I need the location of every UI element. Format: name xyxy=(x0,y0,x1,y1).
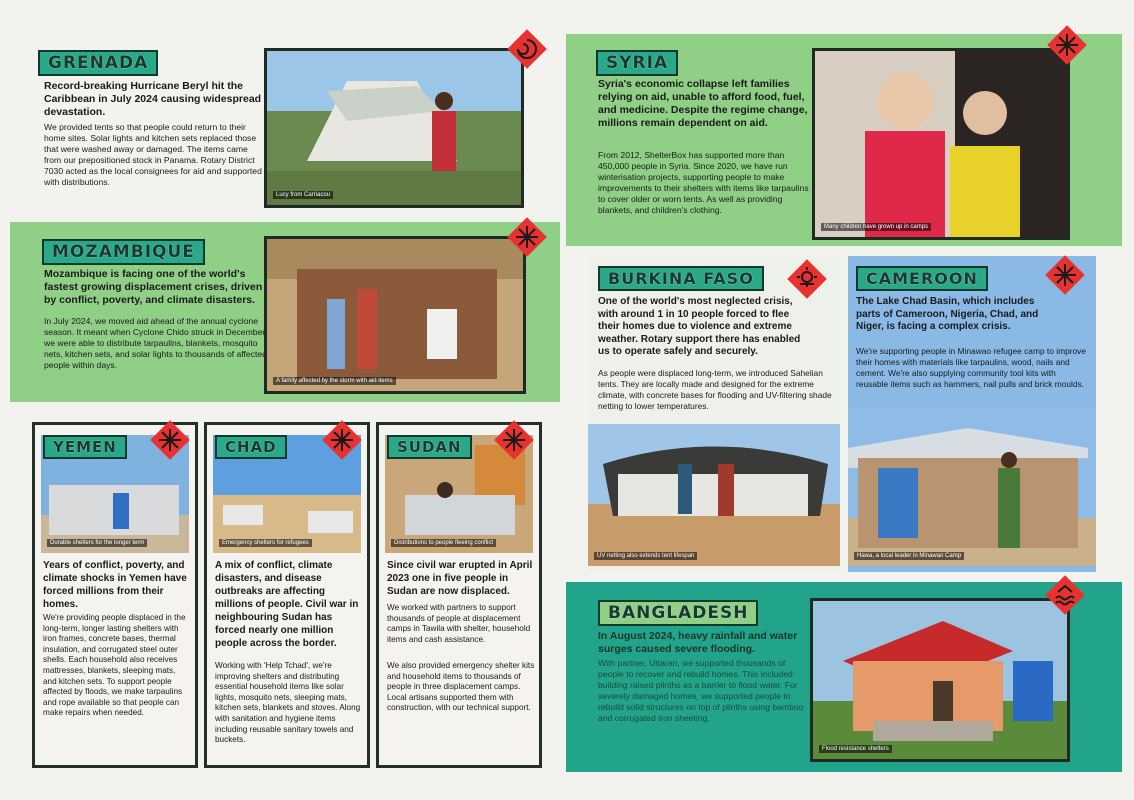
bangladesh-section xyxy=(566,582,1122,772)
heat-icon xyxy=(786,258,828,300)
chad-body: Working with 'Help Tchad', we're improving shelters and distributing essential household items like solar lights, mosquito nets, sleeping mats, kitchen sets, blankets and stoves. Along with sanitation and hygiene items including reusable sanitary towels and buckets. xyxy=(215,661,361,745)
syria-photo xyxy=(812,48,1070,240)
syria-body: From 2012, ShelterBox has supported more than 450,000 people in Syria. Since 2020, we have run winterisation projects, supporting people to make improvements to their shelters with items like tarpaulins to cover older or worn tents. As well as providing blankets, and children's clothing. xyxy=(598,150,809,215)
mozambique-lead: Mozambique is facing one of the world's fastest growing displacement crises, driven by conflict, poverty, and climate disasters. xyxy=(44,268,263,306)
sudan-body-2: We also provided emergency shelter kits and household items to thousands of people in three displacement camps. Local artisans supported them with construction, with our technical support. xyxy=(387,661,535,713)
bangladesh-lead: In August 2024, heavy rainfall and water surges caused severe flooding. xyxy=(598,630,798,655)
bangladesh-photo xyxy=(810,598,1070,762)
yemen-card xyxy=(32,422,198,768)
yemen-body: We're providing people displaced in the long-term, longer lasting shelters with iron frames, concrete bases, thermal insulation, and corrugated steel outer shells. Each household also receives mattresses, blankets, sleeping mats, and kitchen sets. To support people affected by floods, we make tarpaulins and rope available so that people can make repairs when needed. xyxy=(43,613,186,718)
burkina-body: As people were displaced long-term, we introduced Sahelian tents. They are locally made and designed for the extreme climate, with concrete bases for flooding and UV-filtering shade netting to lower temperatures. xyxy=(598,368,832,411)
syria-caption: Many children have grown up in camps xyxy=(821,223,931,231)
conflict-icon xyxy=(506,216,548,258)
sudan-card xyxy=(376,422,542,768)
chad-lead: A mix of conflict, climate disasters, and disease outbreaks are affecting millions of people. Civil war in neighbouring Sudan has forced nearly one million people across the border. xyxy=(215,560,359,649)
conflict-icon xyxy=(1044,254,1086,296)
mozambique-caption: A family affected by the storm with aid items xyxy=(273,377,396,385)
grenada-lead: Record-breaking Hurricane Beryl hit the Caribbean in July 2024 causing widespread devastation. xyxy=(44,80,262,118)
mozambique-body: In July 2024, we moved aid ahead of the annual cyclone season. It meant when Cyclone Chido struck in December, we were able to distribute tarpaulins, blankets, mosquito nets, kitchen sets, and solar lights to thousands of affected people within days. xyxy=(44,316,268,370)
conflict-icon xyxy=(493,419,535,461)
cameroon-caption: Hawa, a local leader in Minawao Camp xyxy=(854,552,964,560)
yemen-title: YEMEN xyxy=(43,435,127,459)
burkina-section xyxy=(588,256,840,572)
yemen-lead: Years of conflict, poverty, and climate shocks in Yemen have forced millions from their homes. xyxy=(43,560,187,610)
grenada-body: We provided tents so that people could return to their home sites. Solar lights and kitchen sets replaced those that were washed away or damaged. The items came from our prepositioned stock in Panama. Rotary District 7030 acted as the local consignees for aid and supported with distributions. xyxy=(44,122,262,187)
conflict-icon xyxy=(149,419,191,461)
cameroon-lead: The Lake Chad Basin, which includes parts of Cameroon, Nigeria, Chad, and Niger, is facing a complex crisis. xyxy=(856,296,1039,332)
storm-icon xyxy=(506,28,548,70)
burkina-caption: UV netting also extends tent lifespan xyxy=(594,552,697,560)
bangladesh-title: BANGLADESH xyxy=(598,600,758,626)
conflict-icon xyxy=(1046,24,1088,66)
mozambique-photo xyxy=(264,236,526,394)
grenada-section xyxy=(0,28,560,218)
chad-card xyxy=(204,422,370,768)
sudan-title: SUDAN xyxy=(387,435,472,459)
syria-lead: Syria's economic collapse left families relying on aid, unable to afford food, fuel, and medicine. Despite the regime change, millions remain dependent on aid. xyxy=(598,78,808,129)
syria-title: SYRIA xyxy=(596,50,678,76)
cameroon-section xyxy=(848,256,1096,572)
grenada-photo xyxy=(264,48,524,208)
mozambique-title: MOZAMBIQUE xyxy=(42,239,205,265)
conflict-icon xyxy=(321,419,363,461)
cameroon-body: We're supporting people in Minawao refugee camp to improve their homes with materials like tarpaulins, wood, nails and cement. We're also supplying community tool kits with reusable items such as hammers, nail pulls and brick moulds. xyxy=(856,346,1087,389)
bangladesh-body: With partner, Uttaran, we supported thousands of people to recover and rebuild homes. This included building raised plinths as a barrier to flood water. For severely damaged homes, we supported people to rebuild solid structures on top of plinths using bamboo and corrugated iron sheeting. xyxy=(598,658,804,723)
grenada-title: GRENADA xyxy=(38,50,158,76)
cameroon-photo xyxy=(848,408,1096,566)
mozambique-section xyxy=(10,222,560,402)
chad-title: CHAD xyxy=(215,435,287,459)
cameroon-title: CAMEROON xyxy=(856,266,988,291)
grenada-caption: Lucy from Carriacou xyxy=(273,191,333,199)
burkina-photo xyxy=(588,424,840,566)
chad-caption: Emergency shelters for refugees xyxy=(219,539,312,547)
syria-section xyxy=(566,34,1122,246)
burkina-lead: One of the world's most neglected crisis, with around 1 in 10 people forced to flee their homes due to violence and extreme weather. Rotary support there has enabled us to operate safely and securely. xyxy=(598,296,801,357)
bangladesh-caption: Flood resistance shelters xyxy=(819,745,892,753)
sudan-caption: Distributions to people fleeing conflict xyxy=(391,539,496,547)
flood-icon xyxy=(1044,574,1086,616)
sudan-lead: Since civil war erupted in April 2023 one in five people in Sudan are now displaced. xyxy=(387,560,533,597)
burkina-title: BURKINA FASO xyxy=(598,266,764,291)
sudan-body-1: We worked with partners to support thousands of people at displacement camps in Tawila with shelter, household items and cash assistance. xyxy=(387,603,531,644)
yemen-caption: Durable shelters for the longer term xyxy=(47,539,147,547)
